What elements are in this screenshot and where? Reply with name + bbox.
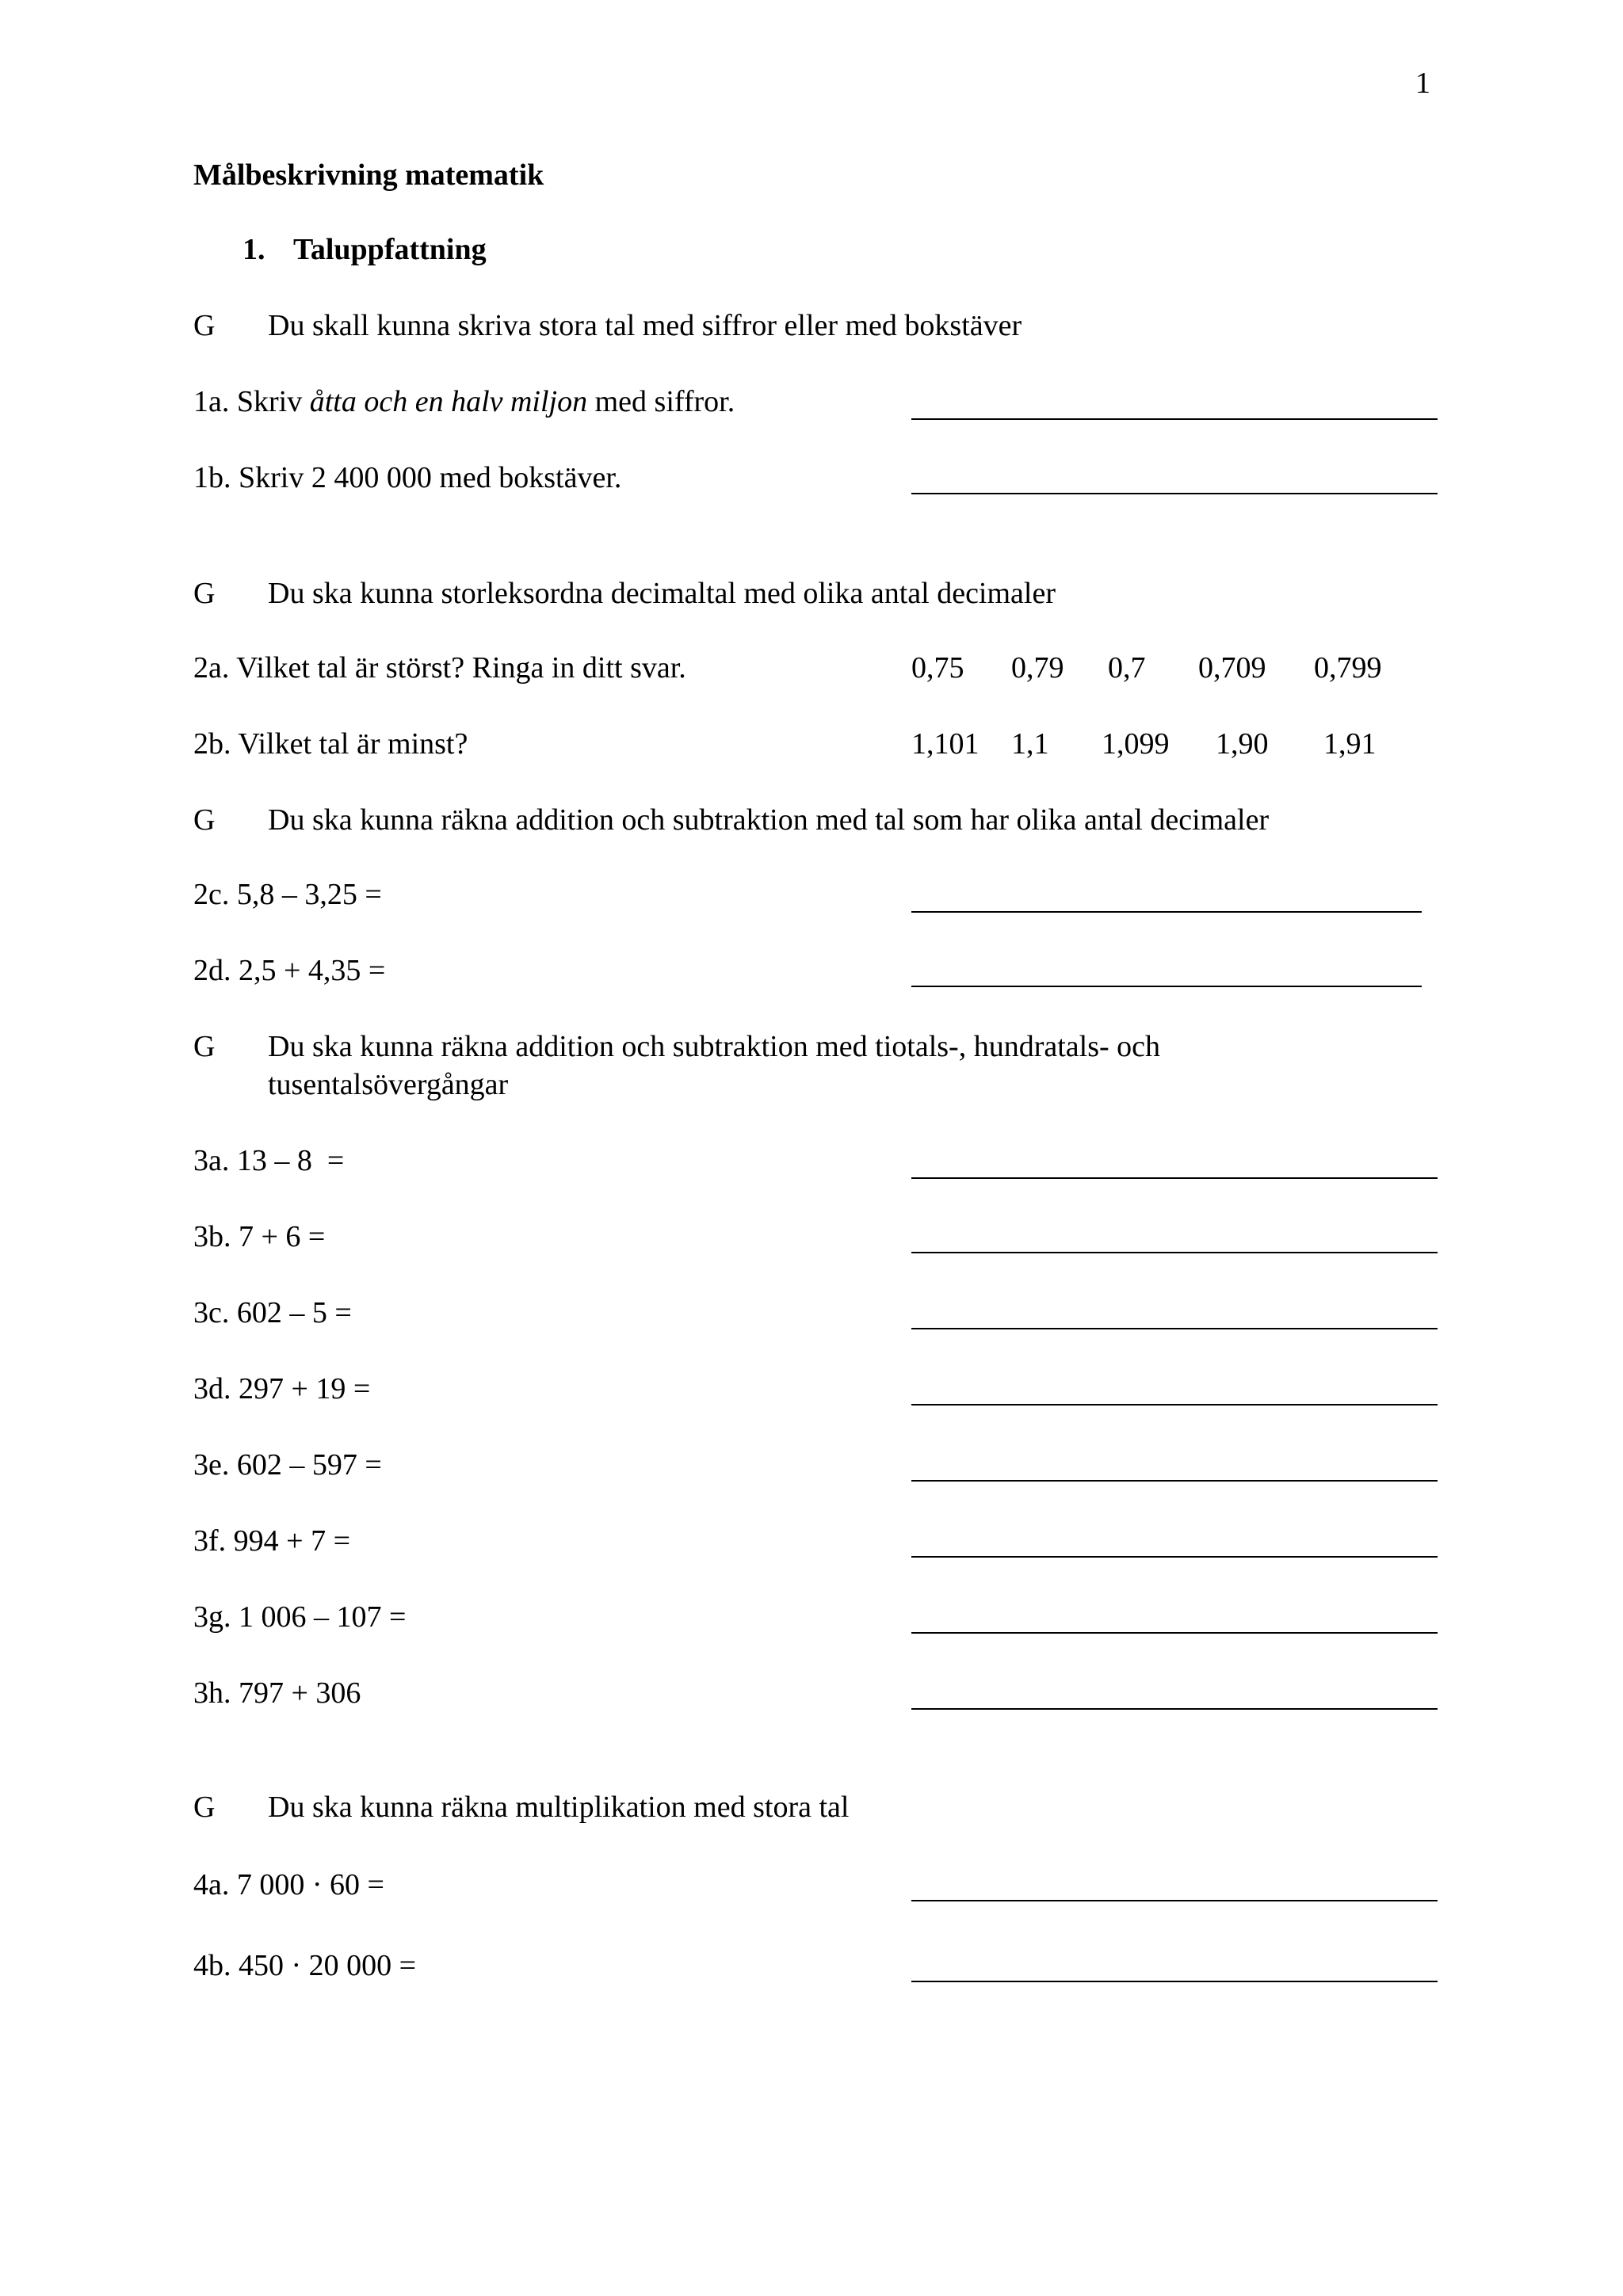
page-number: 1 xyxy=(1415,67,1430,100)
question-3g: 3g. 1 006 – 107 = xyxy=(193,1600,407,1634)
answer-line-4b[interactable] xyxy=(911,1981,1438,1982)
goal-level: G xyxy=(193,1030,216,1063)
question-4b: 4b. 450 · 20 000 = xyxy=(193,1949,417,1982)
goal-text: Du ska kunna storleksordna decimaltal med olika antal decimaler xyxy=(268,577,1056,610)
answer-line-3c[interactable] xyxy=(911,1328,1438,1329)
option-value[interactable]: 1,91 xyxy=(1323,727,1377,761)
answer-line-2d[interactable] xyxy=(911,986,1422,987)
question-2c: 2c. 5,8 – 3,25 = xyxy=(193,878,382,911)
answer-line-3a[interactable] xyxy=(911,1177,1438,1179)
option-value[interactable]: 0,709 xyxy=(1198,651,1266,685)
question-1a xyxy=(193,387,735,417)
section-number: 1. xyxy=(242,233,265,266)
option-value[interactable]: 0,79 xyxy=(1011,651,1064,685)
option-value[interactable]: 1,90 xyxy=(1216,727,1269,761)
question-4a: 4a. 7 000 · 60 = xyxy=(193,1868,384,1901)
question-2d: 2d. 2,5 + 4,35 = xyxy=(193,954,386,987)
question-2a: 2a. Vilket tal är störst? Ringa in ditt svar. xyxy=(193,651,686,685)
question-3b: 3b. 7 + 6 = xyxy=(193,1220,326,1253)
question-3c: 3c. 602 – 5 = xyxy=(193,1296,352,1329)
goal-text: Du ska kunna räkna addition och subtraktion med tiotals-, hundratals- och xyxy=(268,1030,1161,1063)
answer-line-3e[interactable] xyxy=(911,1480,1438,1482)
question-2b: 2b. Vilket tal är minst? xyxy=(193,727,468,761)
question-1a-suffix: med siffror. xyxy=(587,385,735,418)
answer-line-3h[interactable] xyxy=(911,1708,1438,1710)
question-1a-prefix: 1a. Skriv xyxy=(193,385,310,418)
goal-text: Du skall kunna skriva stora tal med siffror eller med bokstäver xyxy=(268,309,1022,342)
option-value[interactable]: 0,75 xyxy=(911,651,964,685)
goal-level: G xyxy=(193,1791,216,1824)
answer-line-1b[interactable] xyxy=(911,493,1438,494)
goal-level: G xyxy=(193,309,216,342)
goal-text: Du ska kunna räkna addition och subtraktion med tal som har olika antal decimaler xyxy=(268,803,1270,837)
option-value[interactable]: 1,101 xyxy=(911,727,980,761)
goal-text: Du ska kunna räkna multiplikation med stora tal xyxy=(268,1791,850,1824)
goal-text-continued: tusentalsövergångar xyxy=(268,1068,509,1101)
question-1b: 1b. Skriv 2 400 000 med bokstäver. xyxy=(193,461,622,494)
section-title: Taluppfattning xyxy=(293,233,487,266)
answer-line-4a[interactable] xyxy=(911,1900,1438,1901)
question-3e: 3e. 602 – 597 = xyxy=(193,1448,382,1482)
answer-line-3g[interactable] xyxy=(911,1632,1438,1634)
answer-line-3b[interactable] xyxy=(911,1252,1438,1253)
answer-line-3d[interactable] xyxy=(911,1404,1438,1405)
answer-line-3f[interactable] xyxy=(911,1556,1438,1558)
question-3f: 3f. 994 + 7 = xyxy=(193,1524,351,1558)
page-title: Målbeskrivning matematik xyxy=(193,158,544,192)
option-value[interactable]: 0,799 xyxy=(1314,651,1382,685)
answer-line-1a[interactable] xyxy=(911,418,1438,420)
question-1a-italic: åtta och en halv miljon xyxy=(309,385,588,418)
question-3a: 3a. 13 – 8 = xyxy=(193,1144,345,1177)
option-value[interactable]: 1,1 xyxy=(1011,727,1049,761)
question-3h: 3h. 797 + 306 xyxy=(193,1676,361,1710)
goal-level: G xyxy=(193,577,216,610)
option-value[interactable]: 0,7 xyxy=(1108,651,1146,685)
option-value[interactable]: 1,099 xyxy=(1102,727,1170,761)
goal-level: G xyxy=(193,803,216,837)
answer-line-2c[interactable] xyxy=(911,911,1422,913)
question-3d: 3d. 297 + 19 = xyxy=(193,1372,371,1405)
